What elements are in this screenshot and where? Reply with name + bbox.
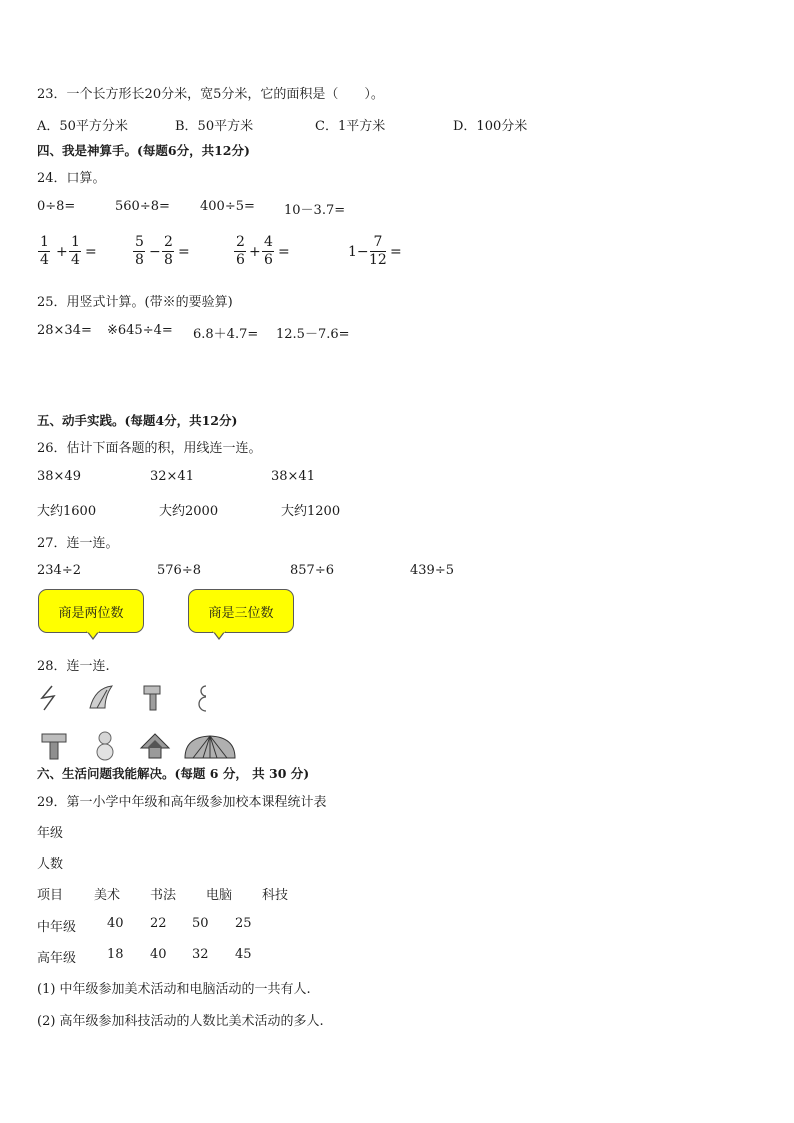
q23-option-a: A．50平方分米 [37, 119, 128, 134]
q27-expr: 439÷5 [410, 563, 454, 578]
q27-title: 27．连一连。 [37, 536, 119, 551]
q25-expr: 28×34= [37, 323, 92, 338]
q26-estimate: 大约1600 [37, 504, 97, 519]
table-header: 电脑 [206, 888, 233, 903]
q29-sub-question-1: (1) 中年级参加美术活动和电脑活动的一共有人. [37, 982, 311, 997]
numerator: 4 [264, 234, 273, 250]
q27-expr: 234÷2 [37, 563, 81, 578]
q29-sub-question-2: (2) 高年级参加科技活动的人数比美术活动的多人. [37, 1014, 324, 1029]
q26-title: 26．估计下面各题的积，用线连一连。 [37, 441, 262, 456]
table-header: 项目 [37, 888, 64, 903]
q25-expr: 6.8＋4.7= [193, 327, 259, 342]
q24-expr: 560÷8= [115, 199, 170, 214]
snowman-side-icon[interactable] [196, 684, 210, 714]
fraction [234, 235, 247, 268]
table-cell: 40 [107, 916, 124, 931]
table-cell: 45 [235, 947, 252, 962]
q29-title: 29．第一小学中年级和高年级参加校本课程统计表 [37, 795, 327, 810]
bubble-label: 商是三位数 [208, 605, 274, 621]
q25-expr: 12.5－7.6= [276, 327, 350, 342]
table-cell: 25 [235, 916, 252, 931]
minus-sign: − [149, 244, 161, 260]
section-6-title: 六、生活问题我能解决。(每题 6 分， 共 30 分) [37, 766, 310, 781]
q26-estimate: 大约2000 [159, 504, 219, 519]
q26-expr: 38×41 [271, 469, 315, 484]
snowman-front-icon[interactable] [93, 730, 117, 762]
table-header: 科技 [262, 888, 289, 903]
q25-expr: ※645÷4= [107, 323, 173, 338]
q23-option-d: D．100分米 [453, 119, 528, 134]
table-header: 美术 [94, 888, 121, 903]
q24-title: 24．口算。 [37, 171, 106, 186]
quotient-two-digit-bubble[interactable] [38, 589, 144, 633]
fraction [133, 235, 146, 268]
quotient-three-digit-bubble[interactable] [188, 589, 294, 633]
denominator: 12 [369, 252, 387, 268]
section-4-title: 四、我是神算手。(每题6分，共12分) [37, 143, 250, 158]
q26-estimate: 大约1200 [281, 504, 341, 519]
q24-expr: 10－3.7= [284, 203, 346, 218]
denominator: 4 [40, 252, 49, 268]
numerator: 7 [373, 234, 383, 250]
bubble-label: 商是两位数 [58, 605, 124, 621]
fraction [162, 235, 175, 268]
q23-option-c: C．1平方米 [315, 119, 386, 134]
lightning-shape-icon[interactable] [38, 684, 60, 712]
equals-sign: = [178, 244, 190, 260]
equals-sign: = [278, 244, 290, 260]
fraction [69, 235, 82, 268]
q23-option-b: B．50平方米 [175, 119, 254, 134]
table-header: 书法 [150, 888, 177, 903]
numerator: 5 [135, 234, 144, 250]
q28-title: 28．连一连. [37, 659, 110, 674]
table-corner-label: 人数 [37, 857, 64, 872]
table-cell: 32 [192, 947, 209, 962]
bubble-tail-icon [212, 631, 226, 641]
equals-sign: = [390, 244, 402, 260]
denominator: 8 [135, 252, 144, 268]
denominator: 6 [236, 252, 245, 268]
table-cell: 40 [150, 947, 167, 962]
fraction [369, 235, 387, 268]
umbrella-side-icon[interactable] [87, 684, 115, 712]
q26-expr: 38×49 [37, 469, 81, 484]
equals-sign: = [85, 244, 97, 260]
table-cell: 50 [192, 916, 209, 931]
plus-sign: + [56, 244, 68, 260]
q27-expr: 857÷6 [290, 563, 334, 578]
denominator: 6 [264, 252, 273, 268]
q24-expr: 0÷8= [37, 199, 76, 214]
denominator: 8 [164, 252, 173, 268]
table-cell: 18 [107, 947, 124, 962]
mushroom-front-icon[interactable] [40, 731, 68, 761]
q23-question: 23．一个长方形长20分米，宽5分米，它的面积是（ ）。 [37, 87, 384, 102]
denominator: 4 [71, 252, 80, 268]
q26-expr: 32×41 [150, 469, 194, 484]
umbrella-front-icon[interactable] [183, 733, 237, 761]
fraction [262, 235, 275, 268]
minus-expression-lead: 1− [348, 244, 369, 260]
table-cell: 22 [150, 916, 167, 931]
bubble-tail-icon [86, 631, 100, 641]
mushroom-side-icon[interactable] [141, 684, 165, 712]
section-5-title: 五、动手实践。(每题4分，共12分) [37, 413, 238, 428]
q24-expr: 400÷5= [200, 199, 255, 214]
q27-expr: 576÷8 [157, 563, 201, 578]
table-cell: 中年级 [37, 920, 77, 935]
table-cell: 高年级 [37, 951, 77, 966]
table-corner-label: 年级 [37, 826, 64, 841]
numerator: 2 [164, 234, 173, 250]
fraction [38, 235, 51, 268]
numerator: 2 [236, 234, 245, 250]
arrow-house-icon[interactable] [139, 732, 171, 760]
numerator: 1 [71, 234, 80, 250]
q25-title: 25．用竖式计算。(带※的要验算) [37, 295, 233, 310]
numerator: 1 [40, 234, 49, 250]
plus-sign: + [249, 244, 261, 260]
